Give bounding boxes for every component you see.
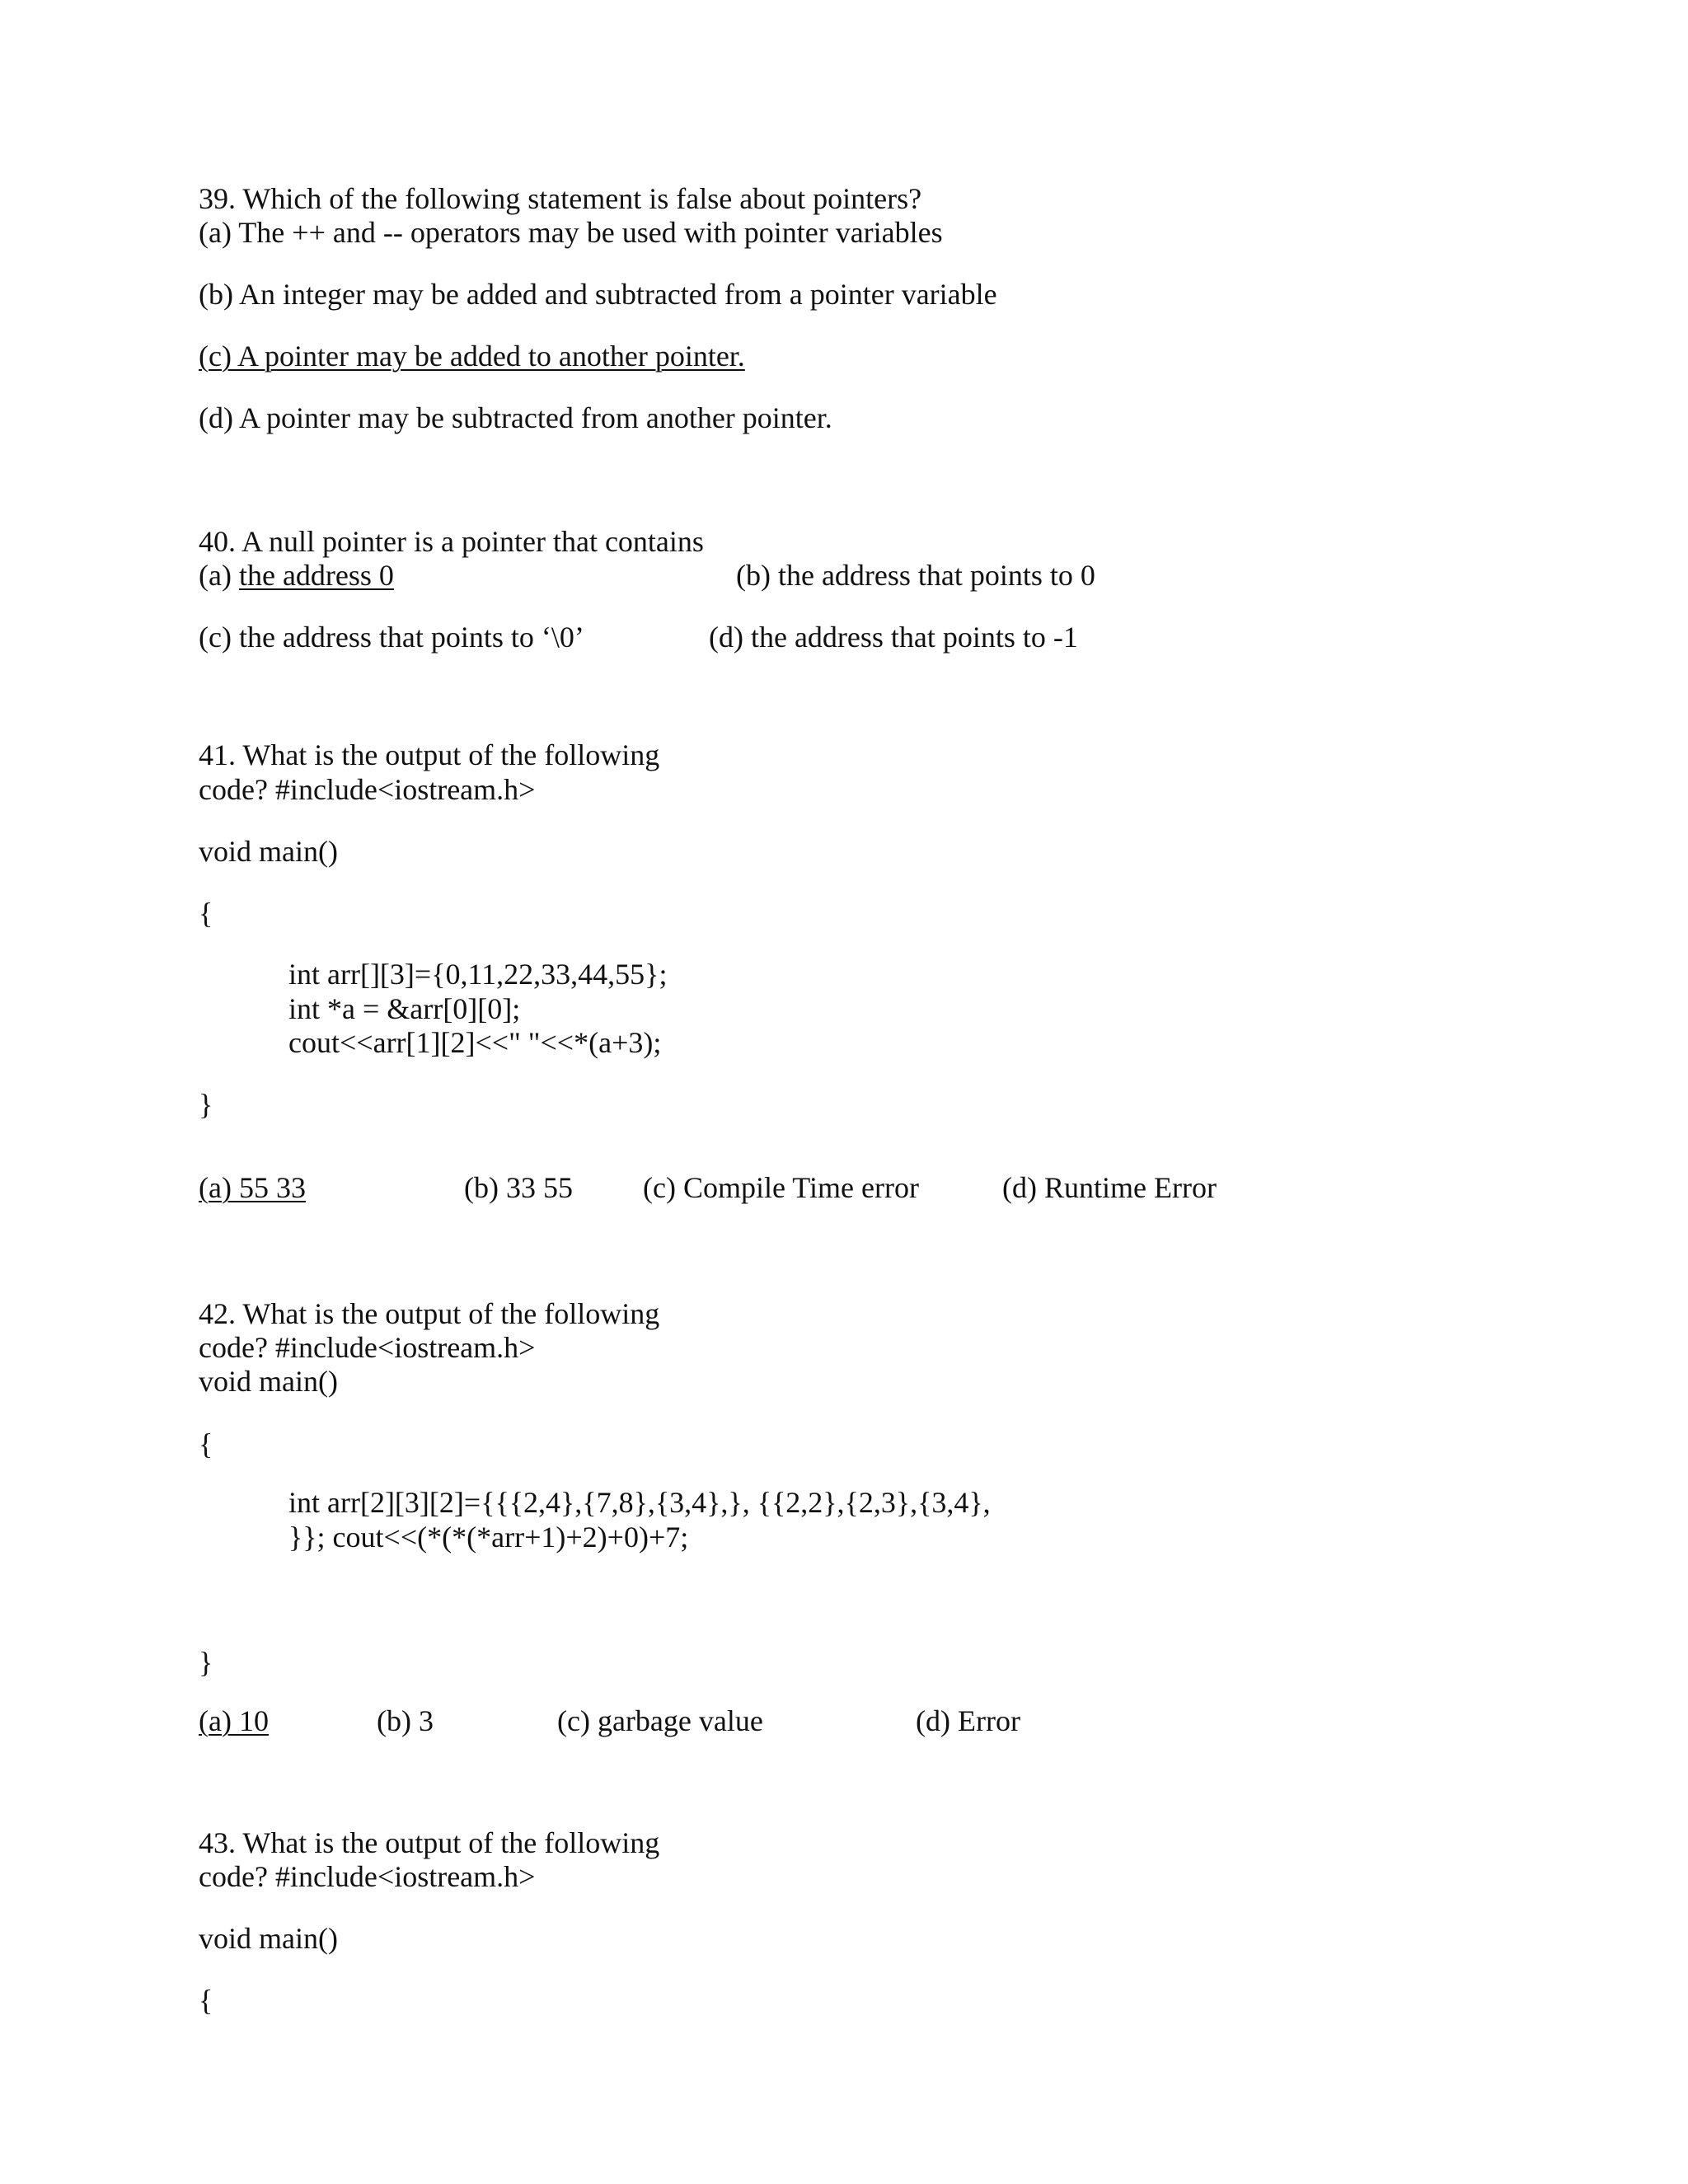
q40-option-d: (d) the address that points to -1 [709,621,1078,654]
q42-code-line: void main() [199,1365,338,1398]
q41-stem-line1: 41. What is the output of the following [199,738,660,771]
q42-stem-line2: code? #include<iostream.h> [199,1331,536,1364]
q41-code-line: void main() [199,835,338,868]
q42-code-line: int arr[2][3][2]={{{2,4},{7,8},{3,4},}, {{2,2},{2,3},{3,4}, [288,1486,991,1519]
q42-stem-line1: 42. What is the output of the following [199,1297,660,1330]
q41-code-line: int arr[][3]={0,11,22,33,44,55}; [288,958,668,991]
q40-option-b: (b) the address that points to 0 [736,559,1095,592]
q40-option-a-answer: the address 0 [238,559,394,592]
q40-stem: 40. A null pointer is a pointer that contains [199,525,704,558]
q42-option-a-answer: (a) 10 [199,1704,269,1737]
q41-option-a-answer: (a) 55 33 [199,1171,306,1204]
q39-option-b: (b) An integer may be added and subtracted from a pointer variable [199,278,997,311]
q42-option-b: (b) 3 [377,1704,434,1737]
q43-stem-line1: 43. What is the output of the following [199,1826,660,1859]
q42-code-line: { [199,1427,213,1460]
q41-option-c: (c) Compile Time error [643,1171,919,1204]
q41-code-line: } [199,1088,213,1121]
q41-option-d: (d) Runtime Error [1002,1171,1217,1204]
q43-stem-line2: code? #include<iostream.h> [199,1860,536,1893]
q43-code-line: { [199,1984,213,2017]
q42-code-line: }}; cout<<(*(*(*arr+1)+2)+0)+7; [288,1521,689,1554]
q41-code-line: int *a = &arr[0][0]; [288,992,521,1025]
q40-option-c: (c) the address that points to ‘\0’ [199,621,584,654]
q39-option-c-answer: (c) A pointer may be added to another pointer. [199,340,745,373]
q43-code-line: void main() [199,1922,338,1955]
q42-code-line: } [199,1646,213,1679]
q41-code-line: { [199,897,213,930]
q42-option-d: (d) Error [916,1704,1020,1737]
q40-option-a [199,558,394,593]
q41-option-b: (b) 33 55 [464,1171,573,1204]
q39-stem: 39. Which of the following statement is false about pointers? [199,182,922,215]
q39-option-a: (a) The ++ and -- operators may be used with pointer variables [199,216,943,249]
q40-option-a-prefix: (a) [199,559,239,592]
q39-option-d: (d) A pointer may be subtracted from another pointer. [199,401,832,434]
q42-option-c: (c) garbage value [557,1704,763,1737]
q41-stem-line2: code? #include<iostream.h> [199,773,536,806]
q41-code-line: cout<<arr[1][2]<<" "<<*(a+3); [288,1026,662,1059]
